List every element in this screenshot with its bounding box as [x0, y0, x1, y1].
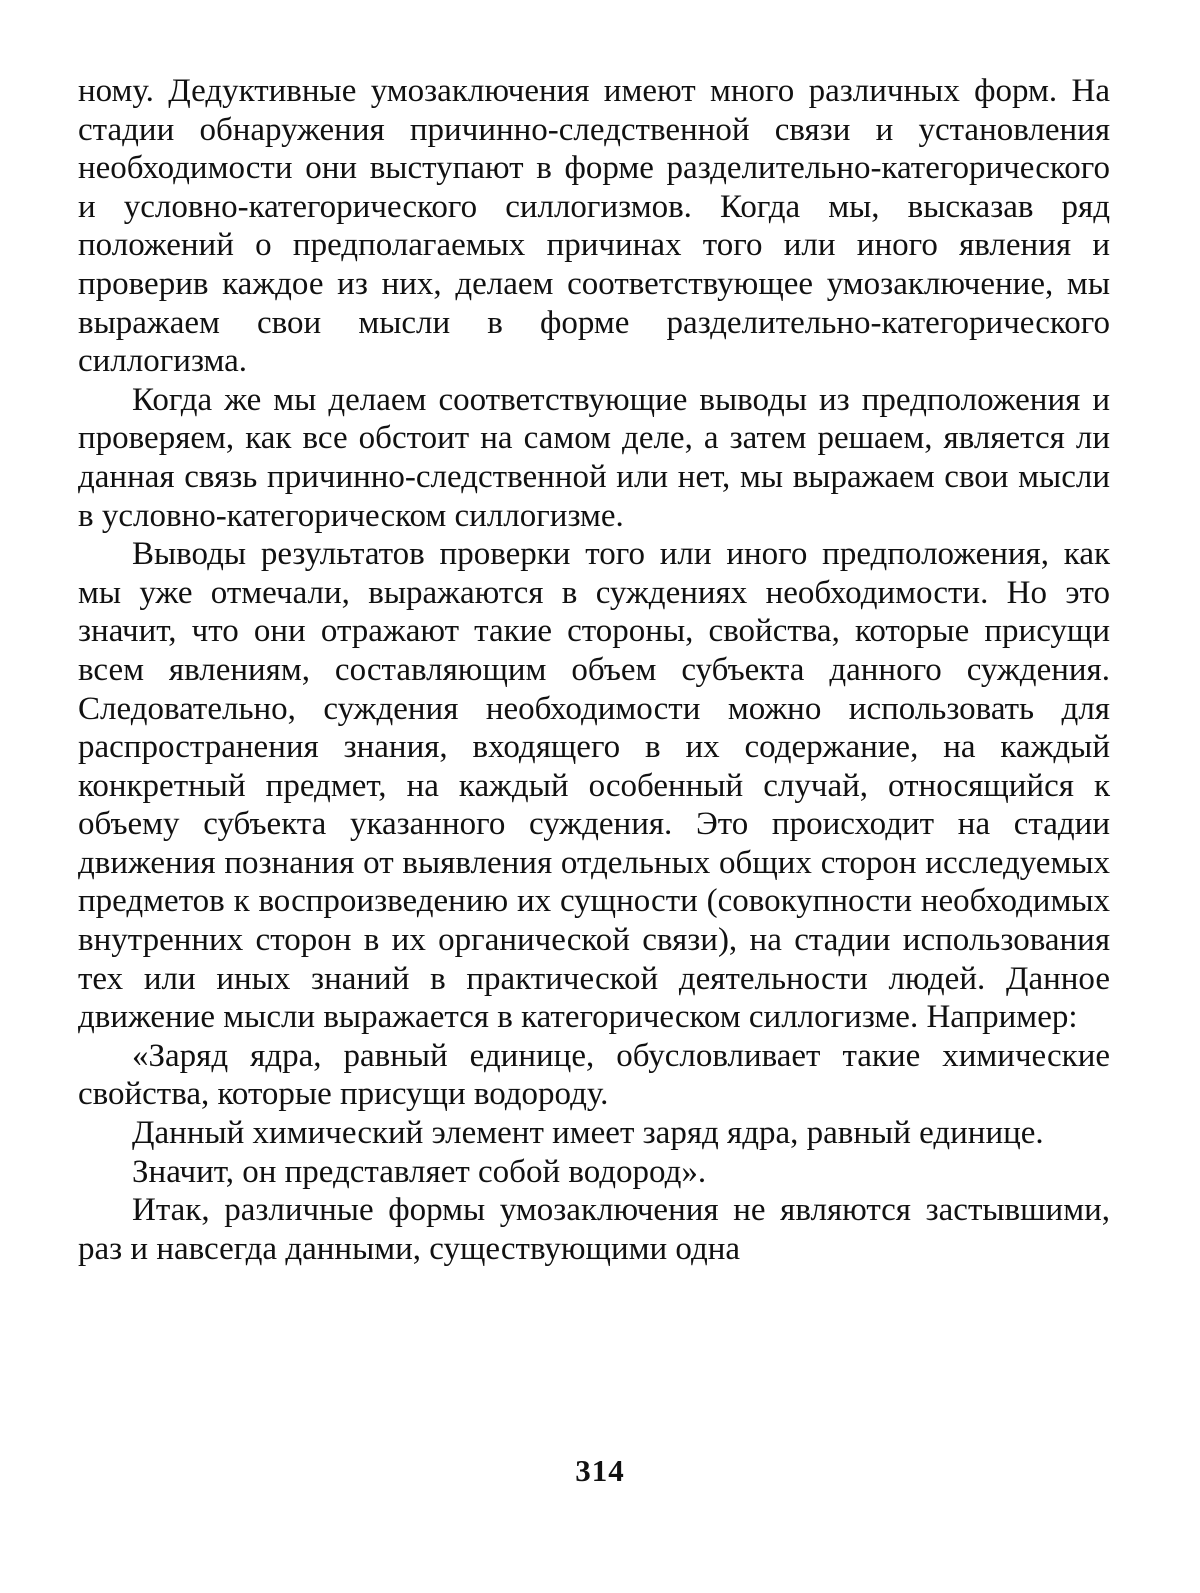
paragraph-categorical-syllogism: Выводы результатов проверки того или иного предположения, как мы уже отмечали, выражаются в суждениях необходимости. Но это значит, что они отражают такие стороны, свойства, которые присущи всем явлениям, составляющим объем субъекта данного суждения. Следовательно, суждения необходимости можно использовать для распространения знания, входящего в их содержание, на каждый конкретный предмет, на каждый особенный случай, относящийся к объему субъекта указанного суждения. Это происходит на стадии движения познания от выявления отдельных общих сторон исследуемых предметов к воспроизведению их сущности (совокупности необходимых внутренних сторон в их органической связи), на стадии использования тех или иных знаний в практической деятельности людей. Данное движение мысли выражается в категорическом силлогизме. Например: — [78, 536, 1110, 1036]
page-number: 314 — [575, 1453, 625, 1488]
example-conclusion: Значит, он представляет собой водород». — [132, 1153, 707, 1190]
paragraph-summary: Итак, различные формы умозаключения не являются застывшими, раз и навсегда данными, существующими одна — [78, 1192, 1110, 1267]
paragraph-conditional-syllogism: Когда же мы делаем соответствующие выводы из предположения и проверяем, как все обстоит на самом деле, а затем решаем, является ли данная связь причинно-следственной или нет, мы выражаем свои мысли в условно-категорическом силлогизме. — [78, 381, 1110, 534]
example-minor-premise: Данный химический элемент имеет заряд ядра, равный единице. — [132, 1115, 1044, 1152]
paragraph-deductive-forms: ному. Дедуктивные умозаключения имеют много различных форм. На стадии обнаружения причинно-следственной связи и установления необходимости они выступают в форме разделительно-категорического и условно-категорического силлогизмов. Когда мы, высказав ряд положений о предполагаемых причинах того или иного явления и проверив каждое из них, делаем соответствующее умозаключение, мы выражаем свои мысли в форме разделительно-категорического силлогизма. — [78, 73, 1110, 380]
example-major-premise: «Заряд ядра, равный единице, обусловливает такие химические свойства, которые присущи водороду. — [78, 1037, 1110, 1113]
page-text — [78, 72, 1110, 1268]
